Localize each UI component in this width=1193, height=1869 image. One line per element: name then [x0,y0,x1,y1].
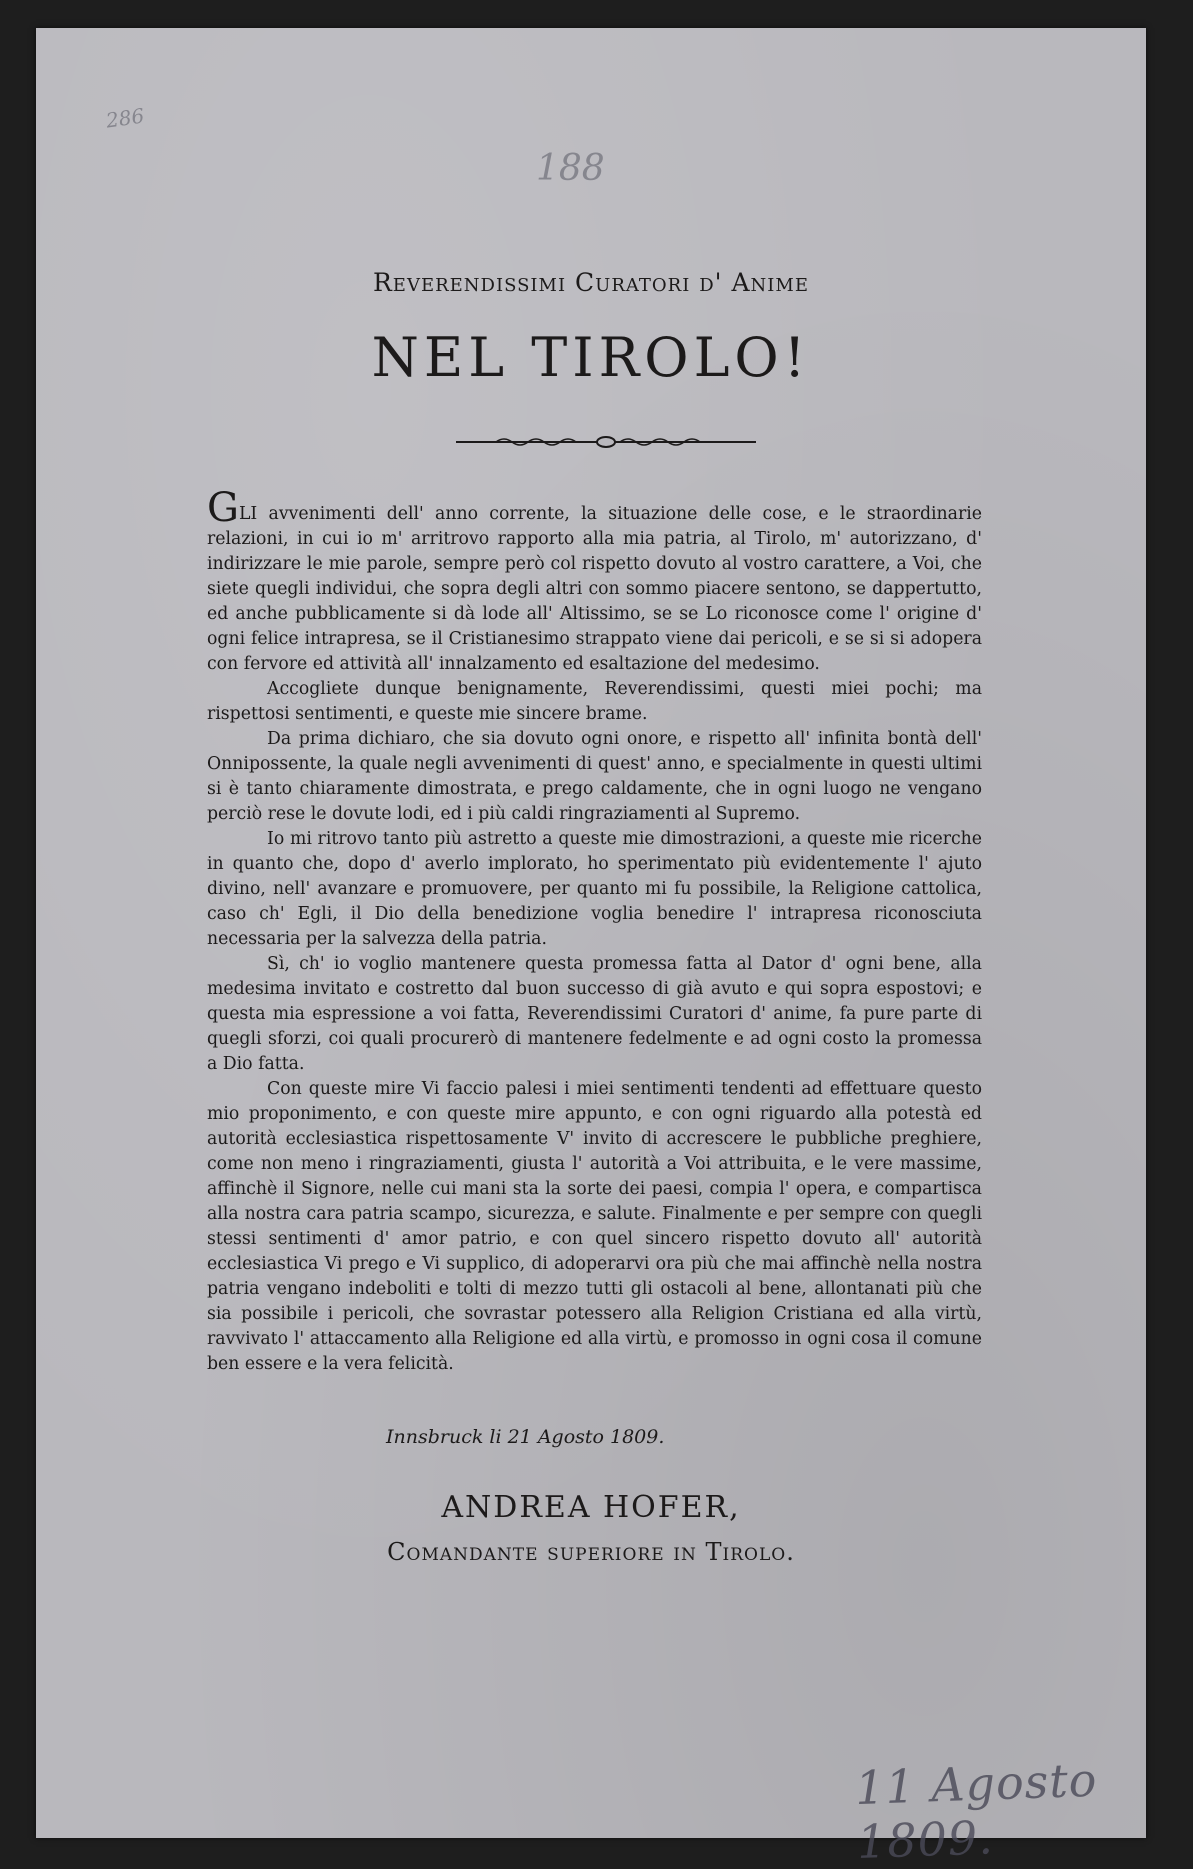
signer-name: ANDREA HOFER, [441,1490,741,1525]
handwritten-date-annotation: 11 Agosto 1809. [854,1752,1099,1869]
date-line: Innsbruck li 21 Agosto 1809. [386,1426,665,1448]
ornament-divider [456,433,756,451]
paragraph: Da prima dichiaro, che sia dovuto ogni onore, e rispetto all' infinita bontà dell' Onnipossente, la quale negli avvenimenti di quest' anno, e specialmente in questi ultimi si è tanto chiaramente dimostrata, e prego caldamente, che in ogni luogo ne vengano perciò rese le dovute lodi, ed i più caldi ringraziamenti al Supremo. [207,729,982,824]
proclamation-body [207,485,982,1377]
paragraph: Accogliete dunque benignamente, Reverendissimi, questi miei pochi; ma rispettosi sentimenti, e queste mie sincere brame. [207,679,982,724]
paragraph: Io mi ritrovo tanto più astretto a queste mie dimostrazioni, a queste mie ricerche in quanto che, dopo d' averlo implorato, ho sperimentato più evidentemente l' ajuto divino, nell' avanzare e promuovere, per quanto mi fu possibile, la Religione cattolica, caso ch' Egli, il Dio della benedizione voglia benedire l' intrapresa riconosciuta necessaria per la salvezza della patria. [207,829,982,949]
pencil-annotation-corner: 286 [104,103,146,133]
signer-role: Comandante superiore in Tirolo. [387,1538,795,1566]
title-line1: Reverendissimi Curatori d' Anime [372,268,809,297]
pencil-annotation-top: 188 [536,148,605,189]
title-line2: NEL TIROLO! [371,326,811,389]
drop-cap: G [207,485,239,531]
paragraph [207,485,982,677]
document-page [36,28,1146,1869]
paragraph: Con queste mire Vi faccio palesi i miei sentimenti tendenti ad effettuare questo mio proponimento, e con queste mire appunto, e con ogni riguardo alla potestà ed autorità ecclesiastica rispettosamente V' invito di accrescere le pubbliche preghiere, come non meno i ringraziamenti, giusta l' autorità a Voi attribuita, e le vere massime, affinchè il Signore, nelle cui mani sta la sorte dei paesi, compia l' opera, e compartisca alla nostra cara patria scampo, sicurezza, e salute. Finalmente e per sempre con quegli stessi sentimenti d' amor patrio, e con quel sincero rispetto dovuto all' autorità ecclesiastica Vi prego e Vi supplico, di adoperarvi ora più che mai affinchè nella nostra patria vengano indeboliti e tolti di mezzo tutti gli ostacoli al bene, allontanati più che sia possibile i pericoli, che sovrastar potessero alla Religion Cristiana ed alla virtù, ravvivato l' attaccamento alla Religione ed alla virtù, e promosso in ogni cosa il comune ben essere e la vera felicità. [207,1079,982,1374]
paragraph: Sì, ch' io voglio mantenere questa promessa fatta al Dator d' ogni bene, alla medesima invitato e costretto dal buon successo di già avuto e qui sopra espostovi; e questa mia espressione a voi fatta, Reverendissimi Curatori d' anime, fa pure parte di quegli sforzi, coi quali procurerò di mantenere fedelmente e ad ogni costo la promessa a Dio fatta. [207,954,982,1074]
paragraph-text: LI avvenimenti dell' anno corrente, la situazione delle cose, e le straordinarie relazioni, in cui io m' arritrovo rapporto alla mia patria, al Tirolo, m' autorizzano, d' indirizzare le mie parole, sempre però col rispetto dovuto al vostro carattere, a Voi, che siete quegli individui, che sopra degli altri con sommo piacere sentono, se dappertutto, ed anche pubblicamente si dà lode all' Altissimo, se se Lo riconosce come l' origine d' ogni felice intrapresa, se il Cristianesimo strappato viene dai pericoli, e se si si adopera con fervore ed attività all' innalzamento ed esaltazione del medesimo. [207,504,982,674]
